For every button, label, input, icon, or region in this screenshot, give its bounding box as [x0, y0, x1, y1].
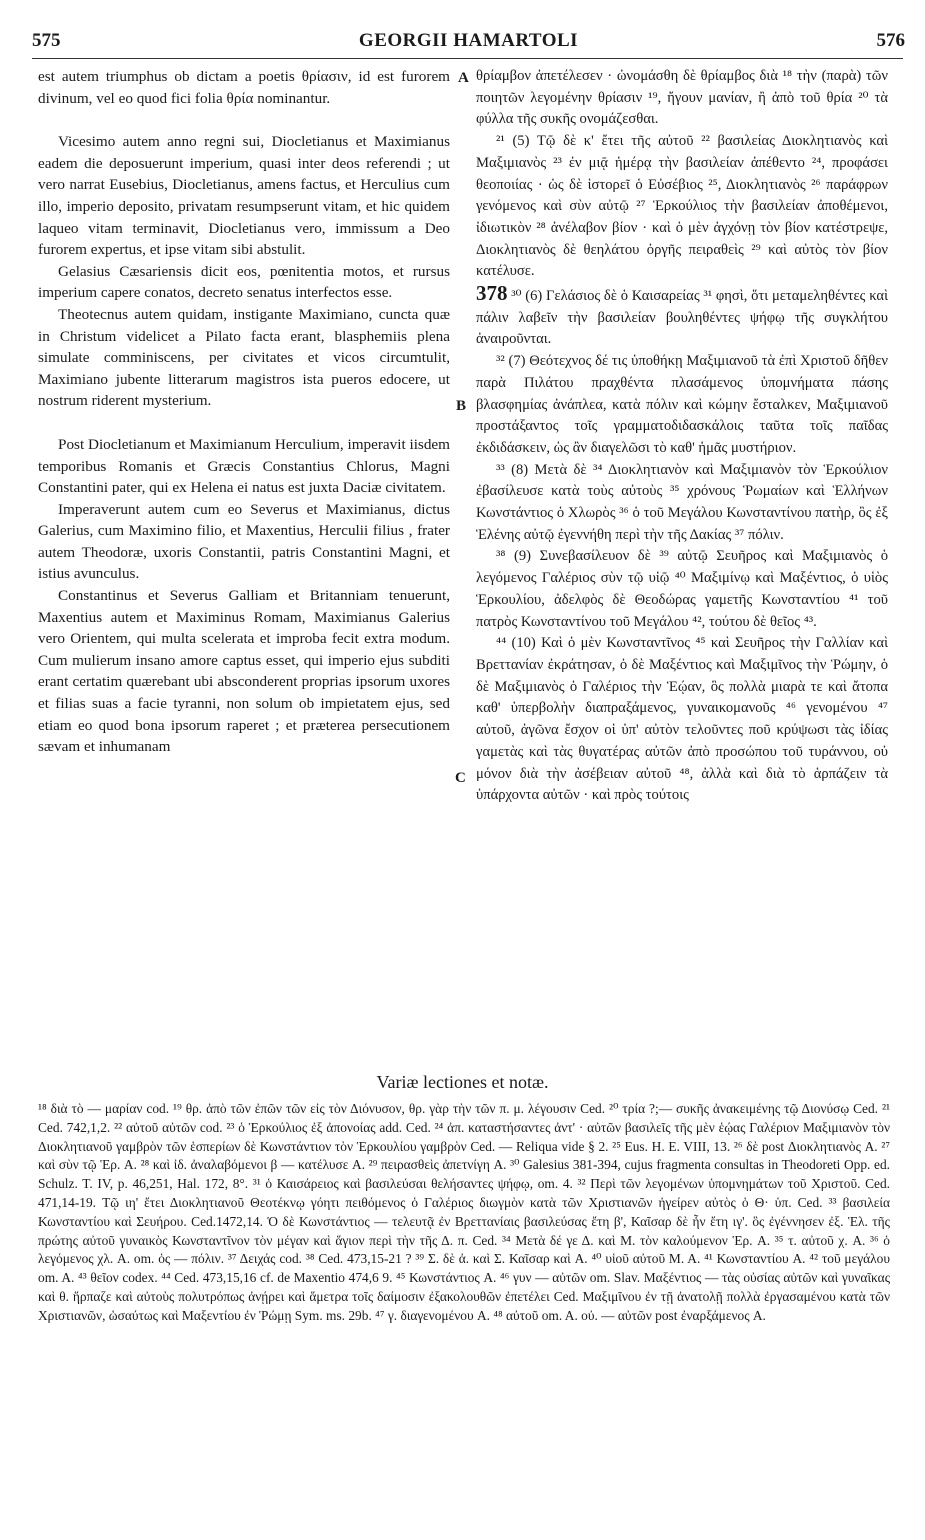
greek-paragraph: ³² (7) Θεότεχνος δέ τις ὑποθήκῃ Μαξιμιανοῦ τὰ ἐπὶ Χριστοῦ δῆθεν παρὰ Πιλάτου πραχθέντα πλασάμενος ὑπομνήματα πάσης βλασφημίας ἀνάπλεα, κατὰ πόλιν καὶ κώμην ἔσταλκεν, Μαξιμιανοῦ προστάξαντος τοῖς γραμματοδιδασκάλοις ταῦτα τοῖς παῖδας ἐκδιδάσκειν, ὡς ἂν διαγελῶσι τὸ καθ' ἡμᾶς μυστήριον. [476, 353, 888, 456]
page-number-right: 576 [876, 30, 905, 51]
marker-b: B [456, 398, 467, 414]
latin-paragraph: Gelasius Cæsariensis dicit eos, pœnitentia motos, et rursus imperium capere conatos, decreto senatus interfectos esse. [38, 262, 450, 302]
header-rule [32, 58, 903, 59]
marker-c: C [455, 770, 466, 786]
greek-paragraph: ⁴⁴ (10) Καὶ ὁ μὲν Κωνσταντῖνος ⁴⁵ καὶ Σευῆρος τὴν Γαλλίαν καὶ Βρεττανίαν ἐκράτησαν, ὁ δὲ Μαξέντιος καὶ Μαξιμῖνος τὴν Ῥώμην, ὁ δὲ Μαξιμιανὸς ὁ Γαλέριος τὴν Ἑῴαν, ὃς πολλὰ μιαρὰ τε καὶ ἄτοπα καθ' ὑπερβολὴν διαπραξάμενος, γυναικομανοῦς ⁴⁶ γενομένου ⁴⁷ αὐτοῦ, ἀγῶνα ἔσχον οἱ ὑπ' αὐτὸν τελοῦντες ποῦ κρύψωσι τὰς ἰδίας γαμετὰς καὶ τὰς θυγατέρας αὐτῶν ἀπὸ προσώπου τοῦ τυράννου, οὐ μόνον διὰ τὴν ἀσέβειαν αὐτοῦ ⁴⁸, ἀλλὰ καὶ διὰ τὸ ἁρπάζειν τὰ ὑπάρχοντα αὐτῶν · καὶ πρὸς τούτοις [476, 635, 888, 804]
latin-paragraph: Imperaverunt autem cum eo Severus et Maximianus, dictus Galerius, cum Maximino filio, et Maxentius, Herculii filius , frater autem Theodoræ, uxoris Constantii, patris Constantini Magni, et istius avunculus. [38, 500, 450, 583]
notes-paragraph: ¹⁸ διὰ τὸ — μαρίαν cod. ¹⁹ θρ. ἀπὸ τῶν ἐπῶν τῶν εἰς τὸν Διόνυσον, θρ. γὰρ τὴν τῶν π. μ. λέγουσιν Ced. ²⁰ τρία ?;— συκῆς ἀνακειμένης τῷ Διονύσῳ Ced. ²¹ Ced. 742,1,2. ²² αὐτοῦ αὐτῶν cod. ²³ ὁ Ἑρκούλιος ἐξ ἀπονοίας add. Ced. ²⁴ ἀπ. καταστήσαντες ἀντ' · αὐτῶν βασιλεῖς τῆς μὲν ἑῴας Γαλέριον Μαξιμιανὸν τὸν Διοκλητιανοῦ γαμβρὸν τῶν ἑσπερίων δὲ Κωνστάντιον τὸν Ἑρκουλίου γαμβρὸν Ced. — Reliqua vide § 2. ²⁵ Eus. H. E. VIII, 13. ²⁶ δὲ post Διοκλητιανὸς A. ²⁷ καὶ σὺν τῷ Ἑρ. A. ²⁸ καὶ ἰδ. ἀναλαβόμενοι β — κατέλυσε A. ²⁹ πειρασθεὶς ἀπετνίγη A. ³⁰ Galesius 381-394, cujus fragmenta consultas in Theodoreti Opp. ed. Schulz. T. IV, p. 46,251, Hal. 172, 8°. ³¹ ὁ Καισάρειος καὶ βασιλεύσαι θελήσαντες ψήφῳ, om. 4. ³² Περὶ τῶν λεγομένων ὑπομνημάτων τοῦ Χριστοῦ. Ced. 471,14-19. Τῷ ιη' ἔτει Διοκλητιανοῦ Θεοτέκνῳ γόητι πειθόμενος ὁ Γαλέριος διωγμὸν κατὰ τῶν Χριστιανῶν ἠγείρεν αὐτὸς ὁ Θ· ὑπ. Ced. ³³ βασιλεία Κωνσταντίου καὶ Σευήρου. Ced.1472,14. Ὁ δὲ Κωνστάντιος — τελευτᾷ ἐν Βρεττανίαις βασιλεύσας ἔτη β', Καῖσαρ δὲ ἦν ἔτη ιγ'. ὃς ἐγέννησεν ἐξ. Ἑλ. τῆς πρώτης αὐτοῦ γυναικὸς Κωνσταντῖνον τὸν μέγαν καὶ ἅγιον περὶ τὴν τῆς Δ. π. Ced. ³⁴ Μετὰ δέ γε Δ. καὶ Μ. τὸν καλούμενον Ἑρ. A. ³⁵ τ. αὐτοῦ χ. A. ³⁶ ὁ λεγόμενος χλ. A. om. ὁς — πόλιν. ³⁷ Δειχάς cod. ³⁸ Ced. 473,15-21 ? ³⁹ Σ. δὲ ἀ. καὶ Σ. Καῖσαρ καὶ A. ⁴⁰ υἱοῦ αὐτοῦ M. A. ⁴¹ Κωνσταντίου A. ⁴² τοῦ μεγάλου om. A. ⁴³ θεῖον codex. ⁴⁴ Ced. 473,15,16 cf. de Maxentio 474,6 9. ⁴⁵ Κωνστάντιος A. ⁴⁶ γυν — αὐτῶν om. Slav. Μαξέντιος — τὰς οὐσίας αὐτῶν καὶ γυναῖκας καὶ θ. ἥρπαζε καὶ αὐτοὺς πολυτρόπως ἀνῄρει καὶ ἅμετρα τοῖς δαίμοσιν ἐξακολουθῶν ἐπετέλει Ced. Μαξιμῖνου ἐν τῇ ἀνατολῇ πολλὰ ἐργασαμένου κατὰ τῶν Χριστιανῶν, ὡσαύτως καὶ Μαξεντίου ἐν Ῥώμῃ Sym. ms. 29b. ⁴⁷ γ. διαγενομένου A. ⁴⁸ αὐτοῦ om. A. οὐ. — αὐτῶν post ἐναρξάμενος A. [38, 1101, 890, 1323]
greek-paragraph: ³⁸ (9) Συνεβασίλευον δὲ ³⁹ αὐτῷ Σευῆρος καὶ Μαξιμιανὸς ὁ λεγόμενος Γαλέριος σὺν τῷ υἱῷ ⁴⁰ Μαξιμίνῳ καὶ Μαξέντιος, ὁ υἱὸς Ἑρκουλίου, ἀδελφὸς δὲ Θεοδώρας γαμετῆς Κωνσταντίου ⁴¹ τοῦ πατρὸς Κωνσταντίνου τοῦ Μεγάλου ⁴², τούτου δὲ θεῖος ⁴³. [476, 548, 888, 630]
greek-column [476, 66, 888, 1056]
page-number-left: 575 [32, 30, 61, 51]
latin-paragraph: Constantinus et Severus Galliam et Britanniam tenuerunt, Maxentius autem et Maximinus Romam, Maximianus Galerius vero Orientem, qui multa scelerata et improba fecit extra modum. Cum mulierum insano amore captus esset, qui imperio ejus subditi erant certatim quærebant ubi absconderent proprias ipsorum uxores et filias suas a facie tyranni, non solum ob impietatem ejus, sed etiam eo quod bona ipsorum raperet ; et præterea persecutionem sævam et inhumanam [38, 587, 450, 756]
notes-heading: Variæ lectiones et notæ. [376, 1072, 549, 1092]
marker-a: A [458, 70, 469, 86]
greek-paragraph: ³³ (8) Μετὰ δὲ ³⁴ Διοκλητιανὸν καὶ Μαξιμιανὸν τὸν Ἑρκούλιον ἐβασίλευσε κατὰ τοὺς αὐτοὺς ³⁵ χρόνους Ῥωμαίων καὶ Ἑλλήνων Κωνστάντιος ὁ Χλωρὸς ³⁶ ὁ τοῦ Μεγάλου Κωνσταντίνου πατὴρ, ὃς ἐξ Ἑλένης αὐτῷ ἐγεννήθη περὶ τὴν τῆς Δακίας ³⁷ πόλιν. [476, 461, 888, 543]
latin-paragraph: Vicesimo autem anno regni sui, Diocletianus et Maximianus eadem die deposuerunt imperium, quasi inter deos referendi ; ut vero narrat Eusebius, Diocletianus, amens factus, et Herculius cum illo, imperio deposito, privatam resumpserunt vitam, et hic quidem laqueo vitam terminavit, Diocletianus vero, immissum a Deo furorem expertus, et ipse vitam sibi abstulit. [38, 133, 450, 259]
greek-paragraph-378 [476, 283, 888, 351]
latin-paragraph: Theotecnus autem quidam, instigante Maximiano, cuncta quæ in Christum videlicet a Pilato facta erant, blasphemiis plena simulate comminiscens, per civitates et vicos circumtulit, Maximiano jubente litterarum magistros ista pueros edocere, ut nostrum riderent mysterium. [38, 305, 450, 410]
variant-readings-notes [38, 1100, 890, 1480]
greek-paragraph: θρίαμβον ἀπετέλεσεν · ὠνομάσθη δὲ θρίαμβος διὰ ¹⁸ τὴν (παρὰ) τῶν ποιητῶν λεγομένην θρίασιν ¹⁹, ἤγουν μανίαν, ἢ ἀπὸ τοῦ θρία ²⁰ τὰ φύλλα τῆς συκῆς ονομάζεσθαι. [476, 68, 888, 128]
latin-paragraph: est autem triumphus ob dictam a poetis θρίασιν, id est furorem divinum, vel eo quod fici folia θρία nominantur. [38, 68, 450, 107]
greek-paragraph: ³⁰ (6) Γελάσιος δὲ ὁ Καισαρείας ³¹ φησὶ, ὅτι μεταμεληθέντες καὶ πάλιν λαβεῖν τὴν βασιλείαν βουληθέντες ψήφῳ τῆς συγκλήτου ἀναιροῦνται. [476, 288, 888, 348]
latin-column [38, 66, 450, 1056]
latin-paragraph: Post Diocletianum et Maximianum Herculium, imperavit iisdem temporibus Romanis et Græcis Constantius Chlorus, Magni Constantini pater, qui ex Helena ei natus est juxta Daciæ civitatem. [38, 435, 450, 497]
running-header [32, 30, 905, 56]
section-number: 378 [476, 281, 508, 306]
running-title: GEORGII HAMARTOLI [358, 30, 579, 51]
greek-paragraph: ²¹ (5) Τῷ δὲ κ' ἔτει τῆς αὐτοῦ ²² βασιλείας Διοκλητιανὸς καὶ Μαξιμιανὸς ²³ ἐν μιᾷ ἡμέρᾳ τὴν βασιλείαν ἀπέθεντο ²⁴, προφάσει θεοποιίας · ὡς δὲ ἱστορεῖ ὁ Εὐσέβιος ²⁵, Διοκλητιανὸς ²⁶ παράφρων γενόμενος καὶ σὺν αὐτῷ ²⁷ Ἑρκούλιος τὴν βασιλείαν ἀποθέμενοι, ἰδιωτικὸν ²⁸ ἀνέλαβον βίον · καὶ ὁ μὲν ἀγχόνῃ τὸν βίον κατέστρεψε, Διοκλητιανὸς δὲ θεηλάτου ὀργῆς πειραθεὶς ²⁹ καὶ αὐτὸς τὸν βίον κατέλυσε. [476, 133, 888, 280]
